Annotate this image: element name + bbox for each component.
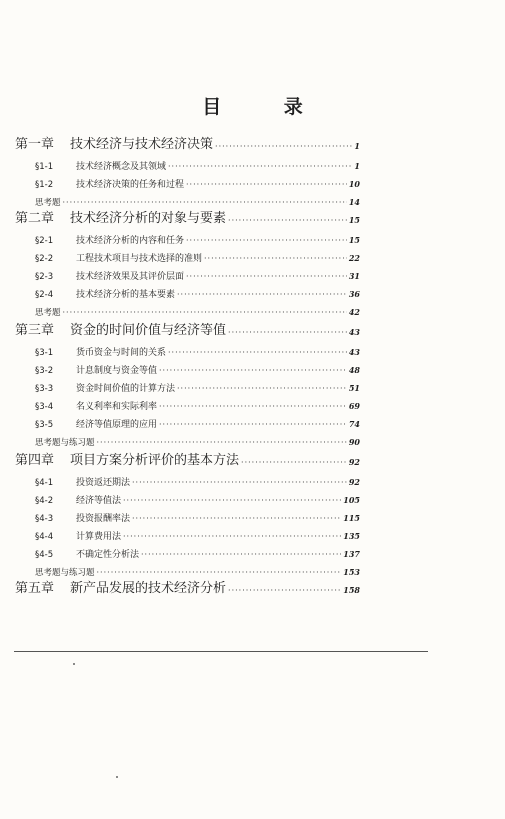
toc-section-row xyxy=(35,524,360,542)
page-number: 1 xyxy=(354,141,360,151)
toc-section-row xyxy=(35,506,360,524)
dot-leader xyxy=(204,246,347,264)
toc-section-row xyxy=(35,340,360,358)
page-number: 22 xyxy=(348,253,360,263)
page-number: 92 xyxy=(348,477,360,487)
divider-line xyxy=(14,651,428,652)
entry-title: 技术经济效果及其评价层面 xyxy=(76,272,185,282)
entry-title: 技术经济概念及其领域 xyxy=(76,162,167,172)
entry-title: 资金的时间价值与经济等值 xyxy=(70,323,227,338)
page-number: 15 xyxy=(348,235,360,245)
section-number: §2-2 xyxy=(35,254,54,264)
section-number: §4-2 xyxy=(35,496,54,506)
toc-section-row xyxy=(35,282,360,300)
toc-section-row xyxy=(35,412,360,430)
section-number: §3-4 xyxy=(35,402,54,412)
toc-section-row xyxy=(35,358,360,376)
toc-section-row xyxy=(35,394,360,412)
page-number: 90 xyxy=(348,437,360,447)
dot-leader xyxy=(159,412,347,430)
dot-leader xyxy=(228,320,347,338)
chapter-number: 第四章 xyxy=(15,453,55,468)
dot-leader xyxy=(186,172,347,190)
page-number: 1 xyxy=(354,161,360,171)
toc-chapter-row xyxy=(15,450,360,468)
section-number: §1-2 xyxy=(35,180,54,190)
entry-title: 经济等值原理的应用 xyxy=(76,420,158,430)
entry-title: 货币资金与时间的关系 xyxy=(76,348,167,358)
toc-section-row xyxy=(35,470,360,488)
page-number: 158 xyxy=(343,585,360,595)
dot-leader xyxy=(159,394,347,412)
page-number: 135 xyxy=(343,531,360,541)
section-number: §2-4 xyxy=(35,290,54,300)
entry-title: 思考题 xyxy=(35,308,61,318)
toc-section-row xyxy=(35,172,360,190)
entry-title: 投资返还期法 xyxy=(76,478,131,488)
toc-question-row xyxy=(35,300,360,318)
section-number: §3-3 xyxy=(35,384,54,394)
entry-title: 计算费用法 xyxy=(76,532,122,542)
chapter-number: 第二章 xyxy=(15,211,55,226)
dot-leader xyxy=(177,282,347,300)
page-title: 目 录 xyxy=(202,96,331,118)
toc-question-row xyxy=(35,560,360,578)
entry-title: 技术经济决策的任务和过程 xyxy=(76,180,185,190)
section-number: §3-2 xyxy=(35,366,54,376)
toc-section-row xyxy=(35,246,360,264)
page-number: 51 xyxy=(348,383,360,393)
entry-title: 技术经济分析的基本要素 xyxy=(76,290,176,300)
toc-section-row xyxy=(35,488,360,506)
entry-title: 资金时间价值的计算方法 xyxy=(76,384,176,394)
page-number: 115 xyxy=(343,513,360,523)
toc-section-row xyxy=(35,228,360,246)
dot-leader xyxy=(132,470,347,488)
toc-section-row xyxy=(35,154,360,172)
page-number: 105 xyxy=(343,495,360,505)
dot-leader xyxy=(168,340,347,358)
section-number: §4-1 xyxy=(35,478,54,488)
dot-leader xyxy=(228,208,347,226)
chapter-number: 第一章 xyxy=(15,137,55,152)
dot-leader xyxy=(97,430,347,448)
toc-section-row xyxy=(35,376,360,394)
entry-title: 技术经济与技术经济决策 xyxy=(70,137,214,152)
dot-leader xyxy=(228,578,341,596)
page-number: 36 xyxy=(348,289,360,299)
page-number: 74 xyxy=(348,419,360,429)
entry-title: 项目方案分析评价的基本方法 xyxy=(70,453,240,468)
entry-title: 名义利率和实际利率 xyxy=(76,402,158,412)
toc-chapter-row xyxy=(15,578,360,596)
page-number: 153 xyxy=(343,567,360,577)
page-number: 31 xyxy=(348,271,360,281)
page-number: 43 xyxy=(348,347,360,357)
entry-title: 技术经济分析的内容和任务 xyxy=(76,236,185,246)
dot-leader xyxy=(186,264,347,282)
toc-question-row xyxy=(35,430,360,448)
entry-title: 思考题与练习题 xyxy=(35,438,95,448)
page-number: 48 xyxy=(348,365,360,375)
dot-leader xyxy=(132,506,341,524)
chapter-number: 第三章 xyxy=(15,323,55,338)
dot-leader xyxy=(123,524,341,542)
dot-leader xyxy=(168,154,352,172)
page-number: 15 xyxy=(348,215,360,225)
entry-title: 投资报酬率法 xyxy=(76,514,131,524)
page-number: 69 xyxy=(348,401,360,411)
toc-question-row xyxy=(35,190,360,208)
dot-leader xyxy=(123,488,341,506)
dot-leader xyxy=(177,376,347,394)
page-number: 43 xyxy=(348,327,360,337)
entry-title: 不确定性分析法 xyxy=(76,550,140,560)
entry-title: 思考题与练习题 xyxy=(35,568,95,578)
dot-leader xyxy=(97,560,342,578)
dot-leader xyxy=(159,358,347,376)
toc-chapter-row xyxy=(15,208,360,226)
section-number: §2-3 xyxy=(35,272,54,282)
page-number: 42 xyxy=(348,307,360,317)
entry-title: 技术经济分析的对象与要素 xyxy=(70,211,227,226)
entry-title: 思考题 xyxy=(35,198,61,208)
chapter-number: 第五章 xyxy=(15,581,55,596)
toc-chapter-row xyxy=(15,320,360,338)
dot-leader xyxy=(141,542,341,560)
page-number: 10 xyxy=(348,179,360,189)
dot-leader xyxy=(63,190,347,208)
section-number: §3-5 xyxy=(35,420,54,430)
section-number: §4-3 xyxy=(35,514,54,524)
scan-speck xyxy=(116,776,118,778)
section-number: §4-5 xyxy=(35,550,54,560)
page-number: 92 xyxy=(348,457,360,467)
dot-leader xyxy=(241,450,347,468)
entry-title: 经济等值法 xyxy=(76,496,122,506)
section-number: §1-1 xyxy=(35,162,54,172)
entry-title: 新产品发展的技术经济分析 xyxy=(70,581,227,596)
entry-title: 计息制度与资金等值 xyxy=(76,366,158,376)
dot-leader xyxy=(186,228,347,246)
dot-leader xyxy=(215,134,352,152)
page-number: 14 xyxy=(348,197,360,207)
dot-leader xyxy=(63,300,347,318)
toc-section-row xyxy=(35,264,360,282)
toc-section-row xyxy=(35,542,360,560)
toc-chapter-row xyxy=(15,134,360,152)
entry-title: 工程技术项目与技术选择的准则 xyxy=(76,254,203,264)
section-number: §3-1 xyxy=(35,348,54,358)
page-number: 137 xyxy=(343,549,360,559)
scan-speck xyxy=(73,663,75,665)
section-number: §4-4 xyxy=(35,532,54,542)
section-number: §2-1 xyxy=(35,236,54,246)
